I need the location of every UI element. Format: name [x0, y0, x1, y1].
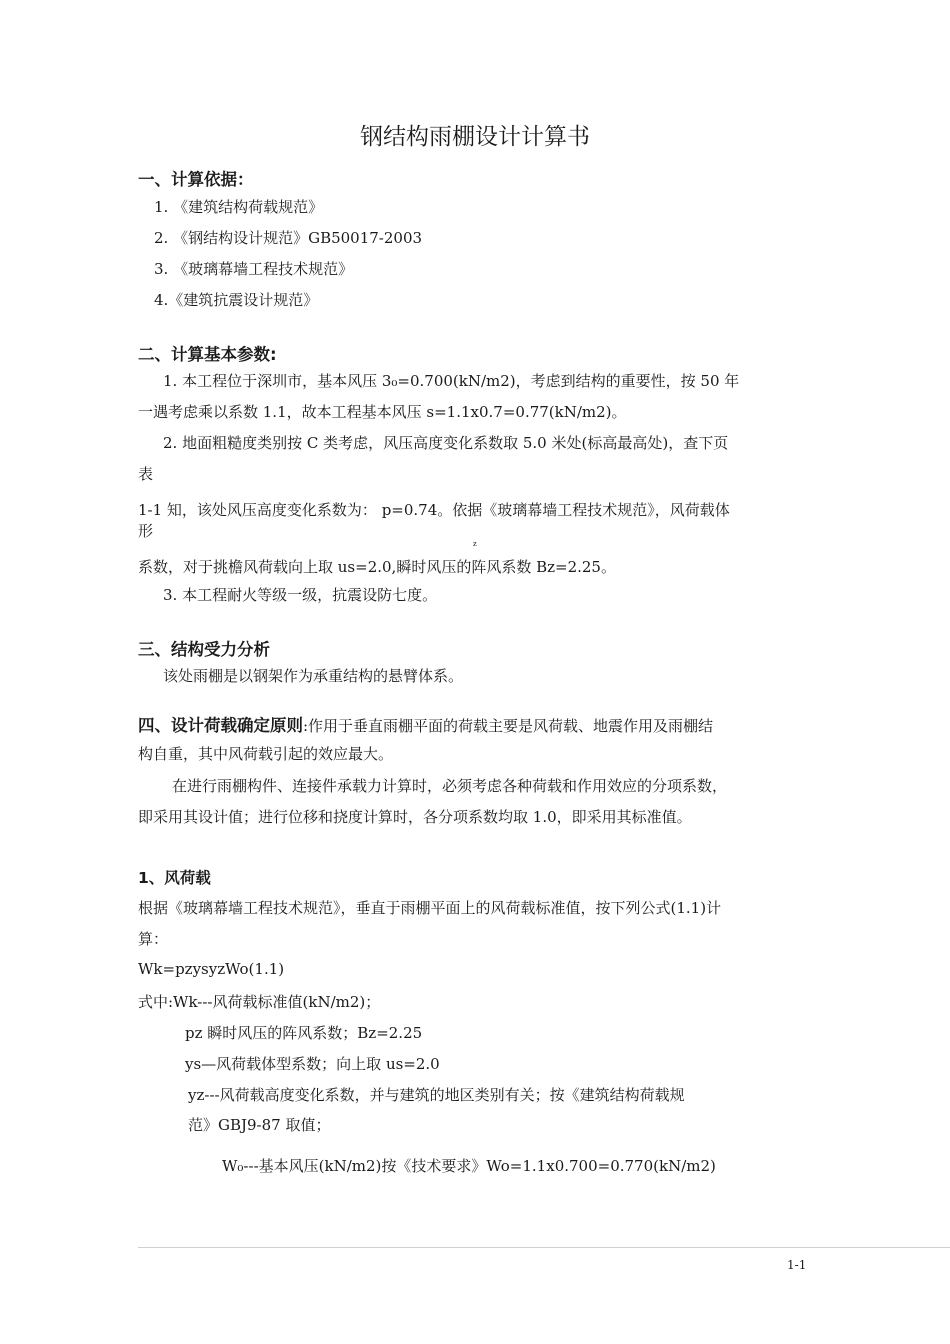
paragraph-line: 系数，对于挑檐风荷载向上取 us=2.0,瞬时风压的阵风系数 Bz=2.25。: [138, 558, 616, 576]
variable-definition: pz 瞬时风压的阵风系数；Bz=2.25: [185, 1024, 423, 1042]
variable-definition: W₀---基本风压(kN/m2)按《技术要求》Wo=1.1x0.700=0.770(kN/m2): [222, 1157, 716, 1175]
reference-item: 4.《建筑抗震设计规范》: [154, 291, 319, 309]
document-title: 钢结构雨棚设计计算书: [360, 124, 590, 150]
paragraph-line: 算：: [138, 930, 169, 948]
section-4-line: [138, 712, 713, 736]
paragraph-line: 构自重，其中风荷载引起的效应最大。: [138, 745, 394, 763]
section-3-heading: 三、结构受力分析: [138, 640, 270, 659]
paragraph-line: 即采用其设计值；进行位移和挠度计算时，各分项系数均取 1.0，即采用其标准值。: [138, 808, 692, 826]
wind-load-heading: 1、风荷载: [138, 869, 211, 887]
paragraph-line: 根据《玻璃幕墙工程技术规范》，垂直于雨棚平面上的风荷载标准值，按下列公式(1.1)计: [138, 899, 722, 917]
formula-explanation: 式中:Wk---风荷载标准值(kN/m2)；: [138, 993, 381, 1011]
variable-definition: yz---风荷载高度变化系数，并与建筑的地区类别有关；按《建筑结构荷载规: [188, 1086, 685, 1104]
reference-item: 2. 《钢结构设计规范》GB50017-2003: [154, 229, 423, 247]
paragraph-line: 2. 地面粗糙度类别按 C 类考虑，风压高度变化系数取 5.0 米处(标高最高处)，查下页: [163, 434, 729, 452]
paragraph-line: 1. 本工程位于深圳市，基本风压 3₀=0.700(kN/m2)，考虑到结构的重要性，按 50 年: [163, 372, 740, 390]
paragraph-line: 该处雨棚是以钢架作为承重结构的悬臂体系。: [163, 667, 464, 685]
variable-definition: 范》GBJ9-87 取值；: [188, 1116, 331, 1134]
paragraph-line: 表: [138, 465, 154, 483]
reference-item: 1. 《建筑结构荷载规范》: [154, 198, 324, 216]
paragraph-text: :作用于垂直雨棚平面的荷载主要是风荷载、地震作用及雨棚结: [303, 717, 714, 735]
section-2-heading: 二、计算基本参数:: [138, 345, 277, 364]
subscript-mark: z: [473, 540, 477, 548]
section-4-heading: 四、设计荷载确定原则: [138, 716, 303, 735]
paragraph-line: 3. 本工程耐火等级一级，抗震设防七度。: [163, 586, 438, 604]
paragraph-line: 一遇考虑乘以系数 1.1，故本工程基本风压 s=1.1x0.7=0.77(kN/m2)。: [138, 403, 627, 421]
page-number: 1-1: [787, 1258, 807, 1272]
reference-item: 3. 《玻璃幕墙工程技术规范》: [154, 260, 354, 278]
footer-divider: [138, 1247, 950, 1248]
paragraph-line: 形: [138, 522, 154, 540]
paragraph-line: 在进行雨棚构件、连接件承载力计算时，必须考虑各种荷载和作用效应的分项系数，: [172, 777, 728, 795]
variable-definition: ys—风荷载体型系数；向上取 us=2.0: [185, 1055, 440, 1073]
section-1-heading: 一、计算依据：: [138, 170, 254, 189]
paragraph-line: 1-1 知，该处风压高度变化系数为： p=0.74。依据《玻璃幕墙工程技术规范》，风荷载体: [138, 501, 730, 519]
formula: Wk=pzysyzWo(1.1): [138, 960, 285, 978]
